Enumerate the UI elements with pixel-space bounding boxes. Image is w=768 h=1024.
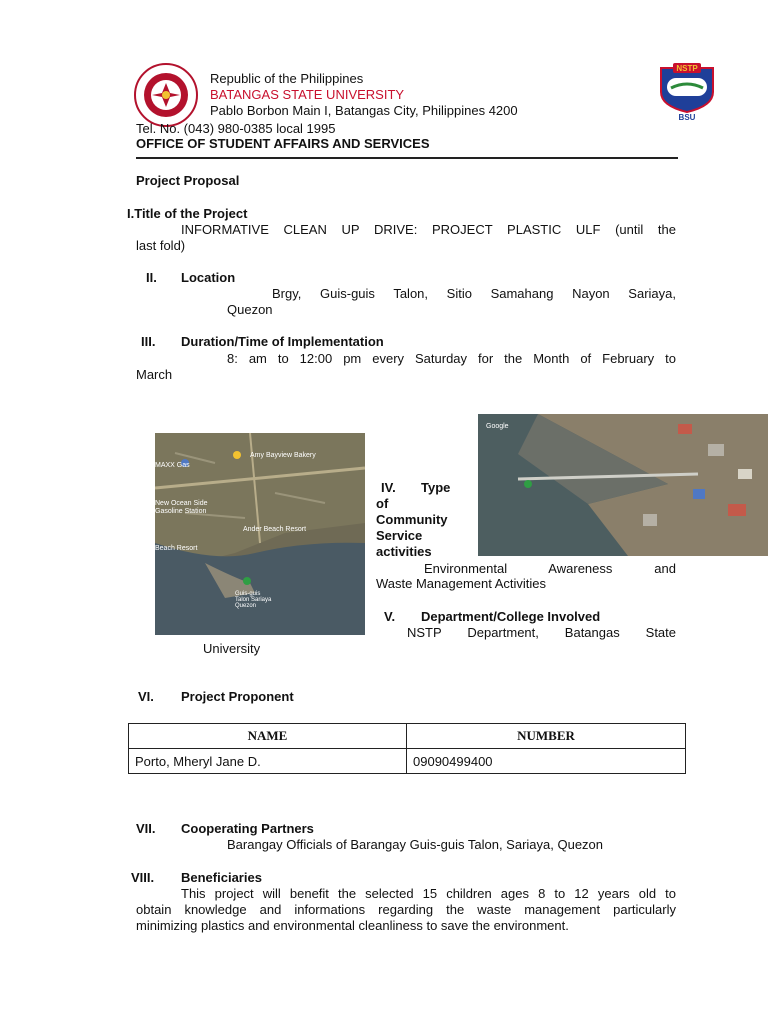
- nstp-badge-text: NSTP: [676, 64, 698, 73]
- location-map-image-2: [478, 414, 768, 556]
- map1-label-ander: Ander Beach Resort: [243, 526, 307, 533]
- header-tel: Tel. No. (043) 980-0385 local 1995: [136, 121, 336, 136]
- nstp-bsu-logo: [655, 62, 719, 122]
- section-1-line1: INFORMATIVE CLEAN UP DRIVE: PROJECT PLASTIC ULF (until the: [181, 222, 676, 237]
- doc-title: Project Proposal: [136, 173, 240, 188]
- section-5-line1: NSTP Department, Batangas State: [407, 625, 676, 640]
- map1-label-ocean: New Ocean Side: [155, 500, 208, 507]
- section-4-num: IV.: [381, 480, 396, 495]
- section-8-line3: minimizing plastics and environmental cleanliness to save the environment.: [136, 918, 569, 933]
- header-university: BATANGAS STATE UNIVERSITY: [210, 87, 405, 102]
- table-header-number: NUMBER: [407, 724, 686, 749]
- section-1-num: I.: [127, 206, 135, 221]
- section-5-title: Department/College Involved: [421, 609, 601, 624]
- section-8-title: Beneficiaries: [181, 870, 262, 885]
- section-4-title-word3: Community: [376, 512, 448, 527]
- section-8-num: VIII.: [131, 870, 155, 885]
- section-2-num: II.: [146, 270, 157, 285]
- section-5-line2: University: [203, 641, 261, 656]
- map1-label-quezon: Quezon: [235, 603, 257, 609]
- section-8-line2: obtain knowledge and informations regarding the waste management particularly: [136, 902, 676, 917]
- section-2-line1: Brgy, Guis-guis Talon, Sitio Samahang Nayon Sariaya,: [272, 286, 676, 301]
- section-4-title-word2: of: [376, 496, 389, 511]
- university-seal-logo: [134, 63, 198, 127]
- section-3-line2: March: [136, 367, 173, 382]
- section-3-line1: 8: am to 12:00 pm every Saturday for the Month of February to: [227, 351, 676, 366]
- section-2-line2: Quezon: [227, 302, 273, 317]
- table-cell-name: Porto, Mheryl Jane D.: [129, 749, 407, 774]
- header-office: OFFICE OF STUDENT AFFAIRS AND SERVICES: [136, 136, 430, 151]
- header-country: Republic of the Philippines: [210, 71, 364, 86]
- section-4-line2: Waste Management Activities: [376, 576, 547, 591]
- section-3-title: Duration/Time of Implementation: [181, 334, 384, 349]
- map2-label-google: Google: [486, 423, 509, 430]
- section-4-line1: Environmental Awareness and: [424, 561, 676, 576]
- section-7-line1: Barangay Officials of Barangay Guis-guis Talon, Sariaya, Quezon: [227, 837, 604, 852]
- map1-label-maxx: MAXX Gas: [155, 462, 190, 469]
- section-5-num: V.: [384, 609, 396, 624]
- section-1-title: Title of the Project: [134, 206, 248, 221]
- section-7-num: VII.: [136, 821, 156, 836]
- proponent-table: [128, 723, 686, 774]
- section-3-num: III.: [141, 334, 156, 349]
- header-address: Pablo Borbon Main I, Batangas City, Philippines 4200: [210, 103, 518, 118]
- map1-label-guis: Guis-guis: [235, 591, 261, 597]
- section-4-title-word1: Type: [421, 480, 451, 495]
- section-1-line2: last fold): [136, 238, 186, 253]
- map1-label-gasoline: Gasoline Station: [155, 508, 207, 515]
- section-6-num: VI.: [138, 689, 154, 704]
- section-7-title: Cooperating Partners: [181, 821, 314, 836]
- bsu-badge-text: BSU: [678, 113, 696, 122]
- map1-label-bakery: Amy Bayview Bakery: [250, 452, 316, 459]
- section-4-title-word4: Service: [376, 528, 423, 543]
- table-header-name: NAME: [129, 724, 407, 749]
- section-6-title: Project Proponent: [181, 689, 294, 704]
- location-map-image-1: [155, 433, 365, 635]
- table-header-row: [129, 724, 686, 749]
- section-4-title-word5: activities: [376, 544, 432, 559]
- section-8-line1: This project will benefit the selected 15 children ages 8 to 12 years old to: [181, 886, 676, 901]
- section-2-title: Location: [181, 270, 236, 285]
- map1-label-beach: Beach Resort: [155, 545, 198, 552]
- table-cell-number: 09090499400: [407, 749, 686, 774]
- header-divider: [136, 157, 678, 159]
- section-1-heading: [127, 206, 247, 221]
- map1-label-talon: Talon Sariaya: [235, 597, 272, 603]
- table-row: [129, 749, 686, 774]
